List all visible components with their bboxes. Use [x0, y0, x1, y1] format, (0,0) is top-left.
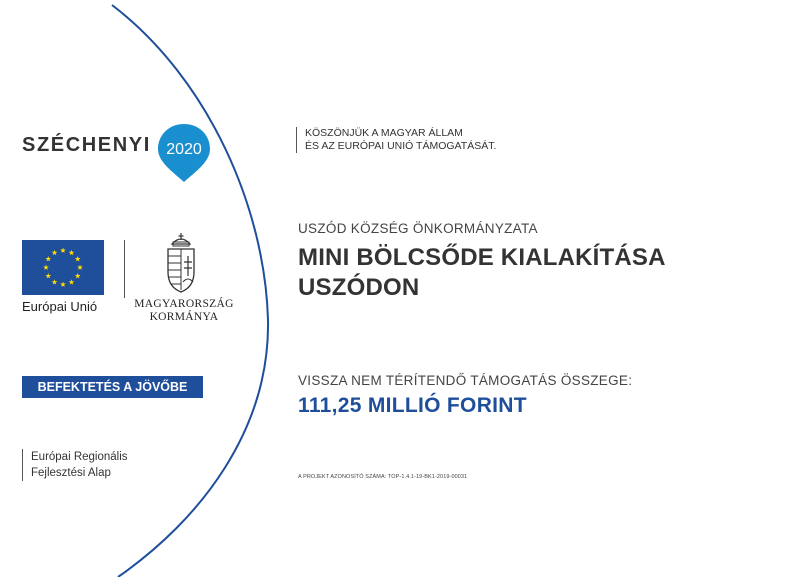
- support-amount: 111,25 MILLIÓ FORINT: [298, 394, 527, 417]
- eu-label: Európai Unió: [22, 299, 98, 314]
- fund-line1: Európai Regionális: [31, 451, 128, 463]
- fund-line2: Fejlesztési Alap: [31, 467, 111, 479]
- coat-of-arms-icon: [162, 232, 200, 294]
- location-pin-icon: [153, 122, 215, 184]
- project-id: A PROJEKT AZONOSÍTÓ SZÁMA: TOP-1.4.1-19-BK1-2019-00031: [298, 474, 468, 480]
- thanks-line2: ÉS AZ EURÓPAI UNIÓ TÁMOGATÁSÁT.: [305, 140, 497, 152]
- government-logo-label: [133, 298, 235, 324]
- project-title: [298, 243, 666, 303]
- organization-name: USZÓD KÖZSÉG ÖNKORMÁNYZATA: [298, 221, 538, 236]
- szechenyi-year: 2020: [166, 141, 202, 158]
- invest-banner: BEFEKTETÉS A JÖVŐBE: [22, 376, 203, 398]
- eu-flag-icon: [22, 240, 104, 295]
- support-label: VISSZA NEM TÉRÍTENDŐ TÁMOGATÁS ÖSSZEGE:: [298, 373, 633, 388]
- project-title-line2: USZÓDON: [298, 274, 420, 301]
- thanks-line1: KÖSZÖNJÜK A MAGYAR ÁLLAM: [305, 127, 463, 139]
- project-title-line1: MINI BÖLCSŐDE KIALAKÍTÁSA: [298, 244, 666, 271]
- thanks-text: [296, 127, 496, 153]
- government-line1: MAGYARORSZÁG: [134, 298, 234, 310]
- szechenyi-wordmark: SZÉCHENYI: [22, 134, 151, 156]
- logo-divider: [124, 240, 125, 298]
- government-line2: KORMÁNYA: [149, 311, 219, 323]
- fund-label: [22, 449, 128, 481]
